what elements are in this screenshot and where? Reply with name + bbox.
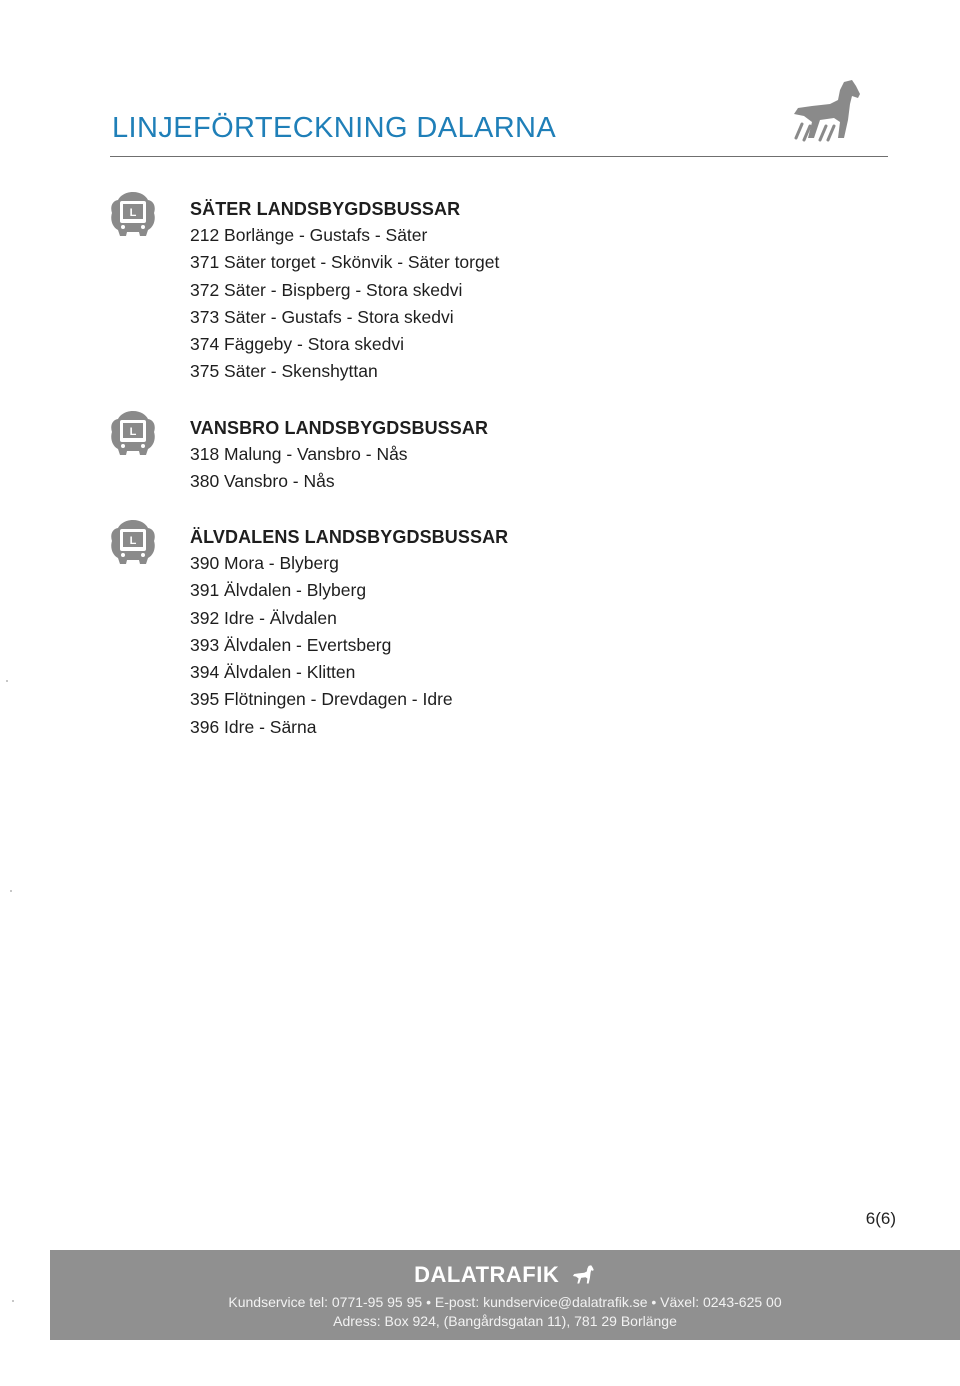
route-section-vansbro — [110, 415, 810, 496]
svg-text:L: L — [129, 535, 137, 547]
footer-brand-name: DALATRAFIK — [414, 1262, 560, 1287]
page-number: 6(6) — [865, 1209, 896, 1228]
scan-speck — [12, 1300, 14, 1302]
route-list — [190, 441, 810, 496]
route-item: 374 Fäggeby - Stora skedvi — [190, 334, 405, 355]
route-list — [190, 550, 810, 741]
route-item: 375 Säter - Skenshyttan — [190, 361, 378, 382]
footer-contact-line: Kundservice tel: 0771-95 95 95 • E-post: kundservice@dalatrafik.se • Växel: 0243-625 00 — [228, 1294, 782, 1310]
section-title: VANSBRO LANDSBYGDSBUSSAR — [190, 418, 489, 438]
route-item: 393 Älvdalen - Evertsberg — [190, 634, 392, 655]
route-item: 390 Mora - Blyberg — [190, 553, 339, 573]
dalahorse-small-icon — [570, 1264, 596, 1286]
footer-band — [50, 1250, 960, 1340]
dalahorse-logo-icon — [786, 76, 866, 146]
route-item: 212 Borlänge - Gustafs - Säter — [190, 225, 428, 245]
route-item: 371 Säter torget - Skönvik - Säter torget — [190, 252, 500, 273]
route-section-sater — [110, 196, 810, 386]
route-item: 392 Idre - Älvdalen — [190, 607, 337, 628]
route-list — [190, 222, 810, 386]
route-item: 396 Idre - Särna — [190, 716, 317, 737]
scan-speck — [10, 890, 12, 892]
route-section-alvdalen — [110, 524, 810, 741]
bus-icon — [110, 190, 156, 238]
route-item: 394 Älvdalen - Klitten — [190, 662, 356, 683]
bus-icon — [110, 518, 156, 566]
page-title: LINJEFÖRTECKNING DALARNA — [112, 112, 557, 144]
footer-brand — [50, 1262, 960, 1288]
svg-text:L: L — [129, 207, 137, 219]
svg-text:L: L — [129, 426, 137, 438]
route-item: 391 Älvdalen - Blyberg — [190, 580, 367, 601]
bus-icon — [110, 409, 156, 457]
section-title: SÄTER LANDSBYGDSBUSSAR — [190, 199, 461, 219]
footer-address-line: Adress: Box 924, (Bangårdsgatan 11), 781 29 Borlänge — [333, 1313, 677, 1329]
route-item: 380 Vansbro - Nås — [190, 471, 335, 492]
route-item: 395 Flötningen - Drevdagen - Idre — [190, 689, 453, 710]
route-item: 373 Säter - Gustafs - Stora skedvi — [190, 306, 454, 327]
route-item: 318 Malung - Vansbro - Nås — [190, 444, 408, 464]
section-title: ÄLVDALENS LANDSBYGDSBUSSAR — [190, 527, 509, 547]
route-item: 372 Säter - Bispberg - Stora skedvi — [190, 279, 463, 300]
title-divider — [110, 156, 888, 157]
scan-speck — [6, 680, 8, 682]
